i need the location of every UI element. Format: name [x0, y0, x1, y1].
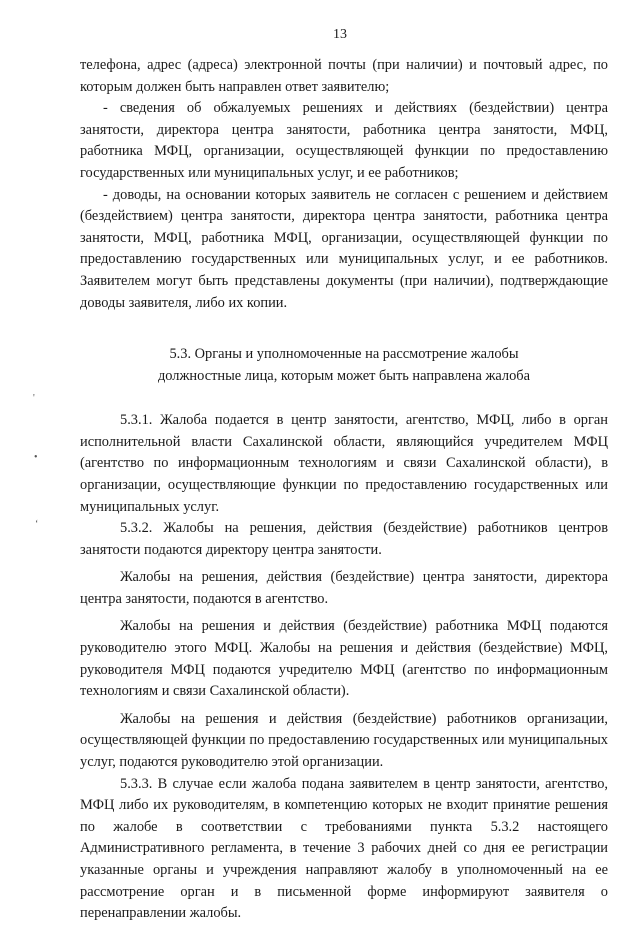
paragraph: Жалобы на решения и действия (бездействие) работника МФЦ подаются руководителю этого МФЦ. Жалобы на решения и действия (бездействие) МФЦ, руководителя МФЦ подаются учредителю МФЦ (агентство по информационным технологиям и связи Сахалинской области). — [80, 618, 608, 700]
scan-mark: • — [34, 452, 38, 463]
paragraph: 5.3.1. Жалоба подается в центр занятости, агентство, МФЦ, либо в орган исполнительной власти Сахалинской области, являющийся учредителем МФЦ (агентство по информационным технологиям и связи Сахалинской области), в организации, осуществляющие функции по предоставлению государственных или муниципальных услуг. — [80, 412, 608, 515]
section-heading — [80, 343, 608, 387]
document-body — [80, 55, 608, 925]
paragraph: Жалобы на решения, действия (бездействие) центра занятости, директора центра занятости, подаются в агентство. — [80, 569, 608, 607]
paragraph: 5.3.2. Жалобы на решения, действия (бездействие) работников центров занятости подаются директору центра занятости. — [80, 520, 608, 558]
paragraph: - доводы, на основании которых заявитель не согласен с решением и действием (бездействием) центра занятости, директора центра занятости, работника центра занятости, МФЦ, работника МФЦ, организации, осуществляющей функции по предоставлению государственных или муниципальных услуг, и ее работников. Заявителем могут быть представлены документы (при наличии), подтверждающие доводы заявителя, либо их копии. — [80, 186, 608, 311]
paragraph: телефона, адрес (адреса) электронной почты (при наличии) и почтовый адрес, по которым должен быть направлен ответ заявителю; — [80, 57, 608, 95]
scan-mark: ‘ — [35, 519, 39, 530]
paragraph: Жалобы на решения и действия (бездействие) работников организации, осуществляющей функции по предоставлению государственных или муниципальных услуг, подаются руководителю этой организации. — [80, 710, 608, 771]
section-heading-line: 5.3. Органы и уполномоченные на рассмотрение жалобы — [169, 346, 519, 363]
section-heading-line: должностные лица, которым может быть направлена жалоба — [157, 368, 531, 385]
paragraph: 5.3.3. В случае если жалоба подана заявителем в центр занятости, агентство, МФЦ либо их руководителям, в компетенцию которых не входит принятие решения по жалобе в соответствии с требованиями пункта 5.3.2 настоящего Административного регламента, в течение 3 рабочих дней со дня ее регистрации указанные органы и учреждения направляют жалобу в уполномоченный на ее рассмотрение орган и в письменной форме информируют заявителя о перенаправлении жалобы. — [80, 775, 608, 922]
paragraph: - сведения об обжалуемых решениях и действиях (бездействии) центра занятости, директора центра занятости, работника центра занятости, МФЦ, работника МФЦ, организации, осуществляющей функции по предоставлению государственных или муниципальных услуг, и ее работников; — [80, 100, 608, 181]
scan-mark: ' — [33, 393, 35, 404]
page-number: 13 — [333, 27, 347, 42]
